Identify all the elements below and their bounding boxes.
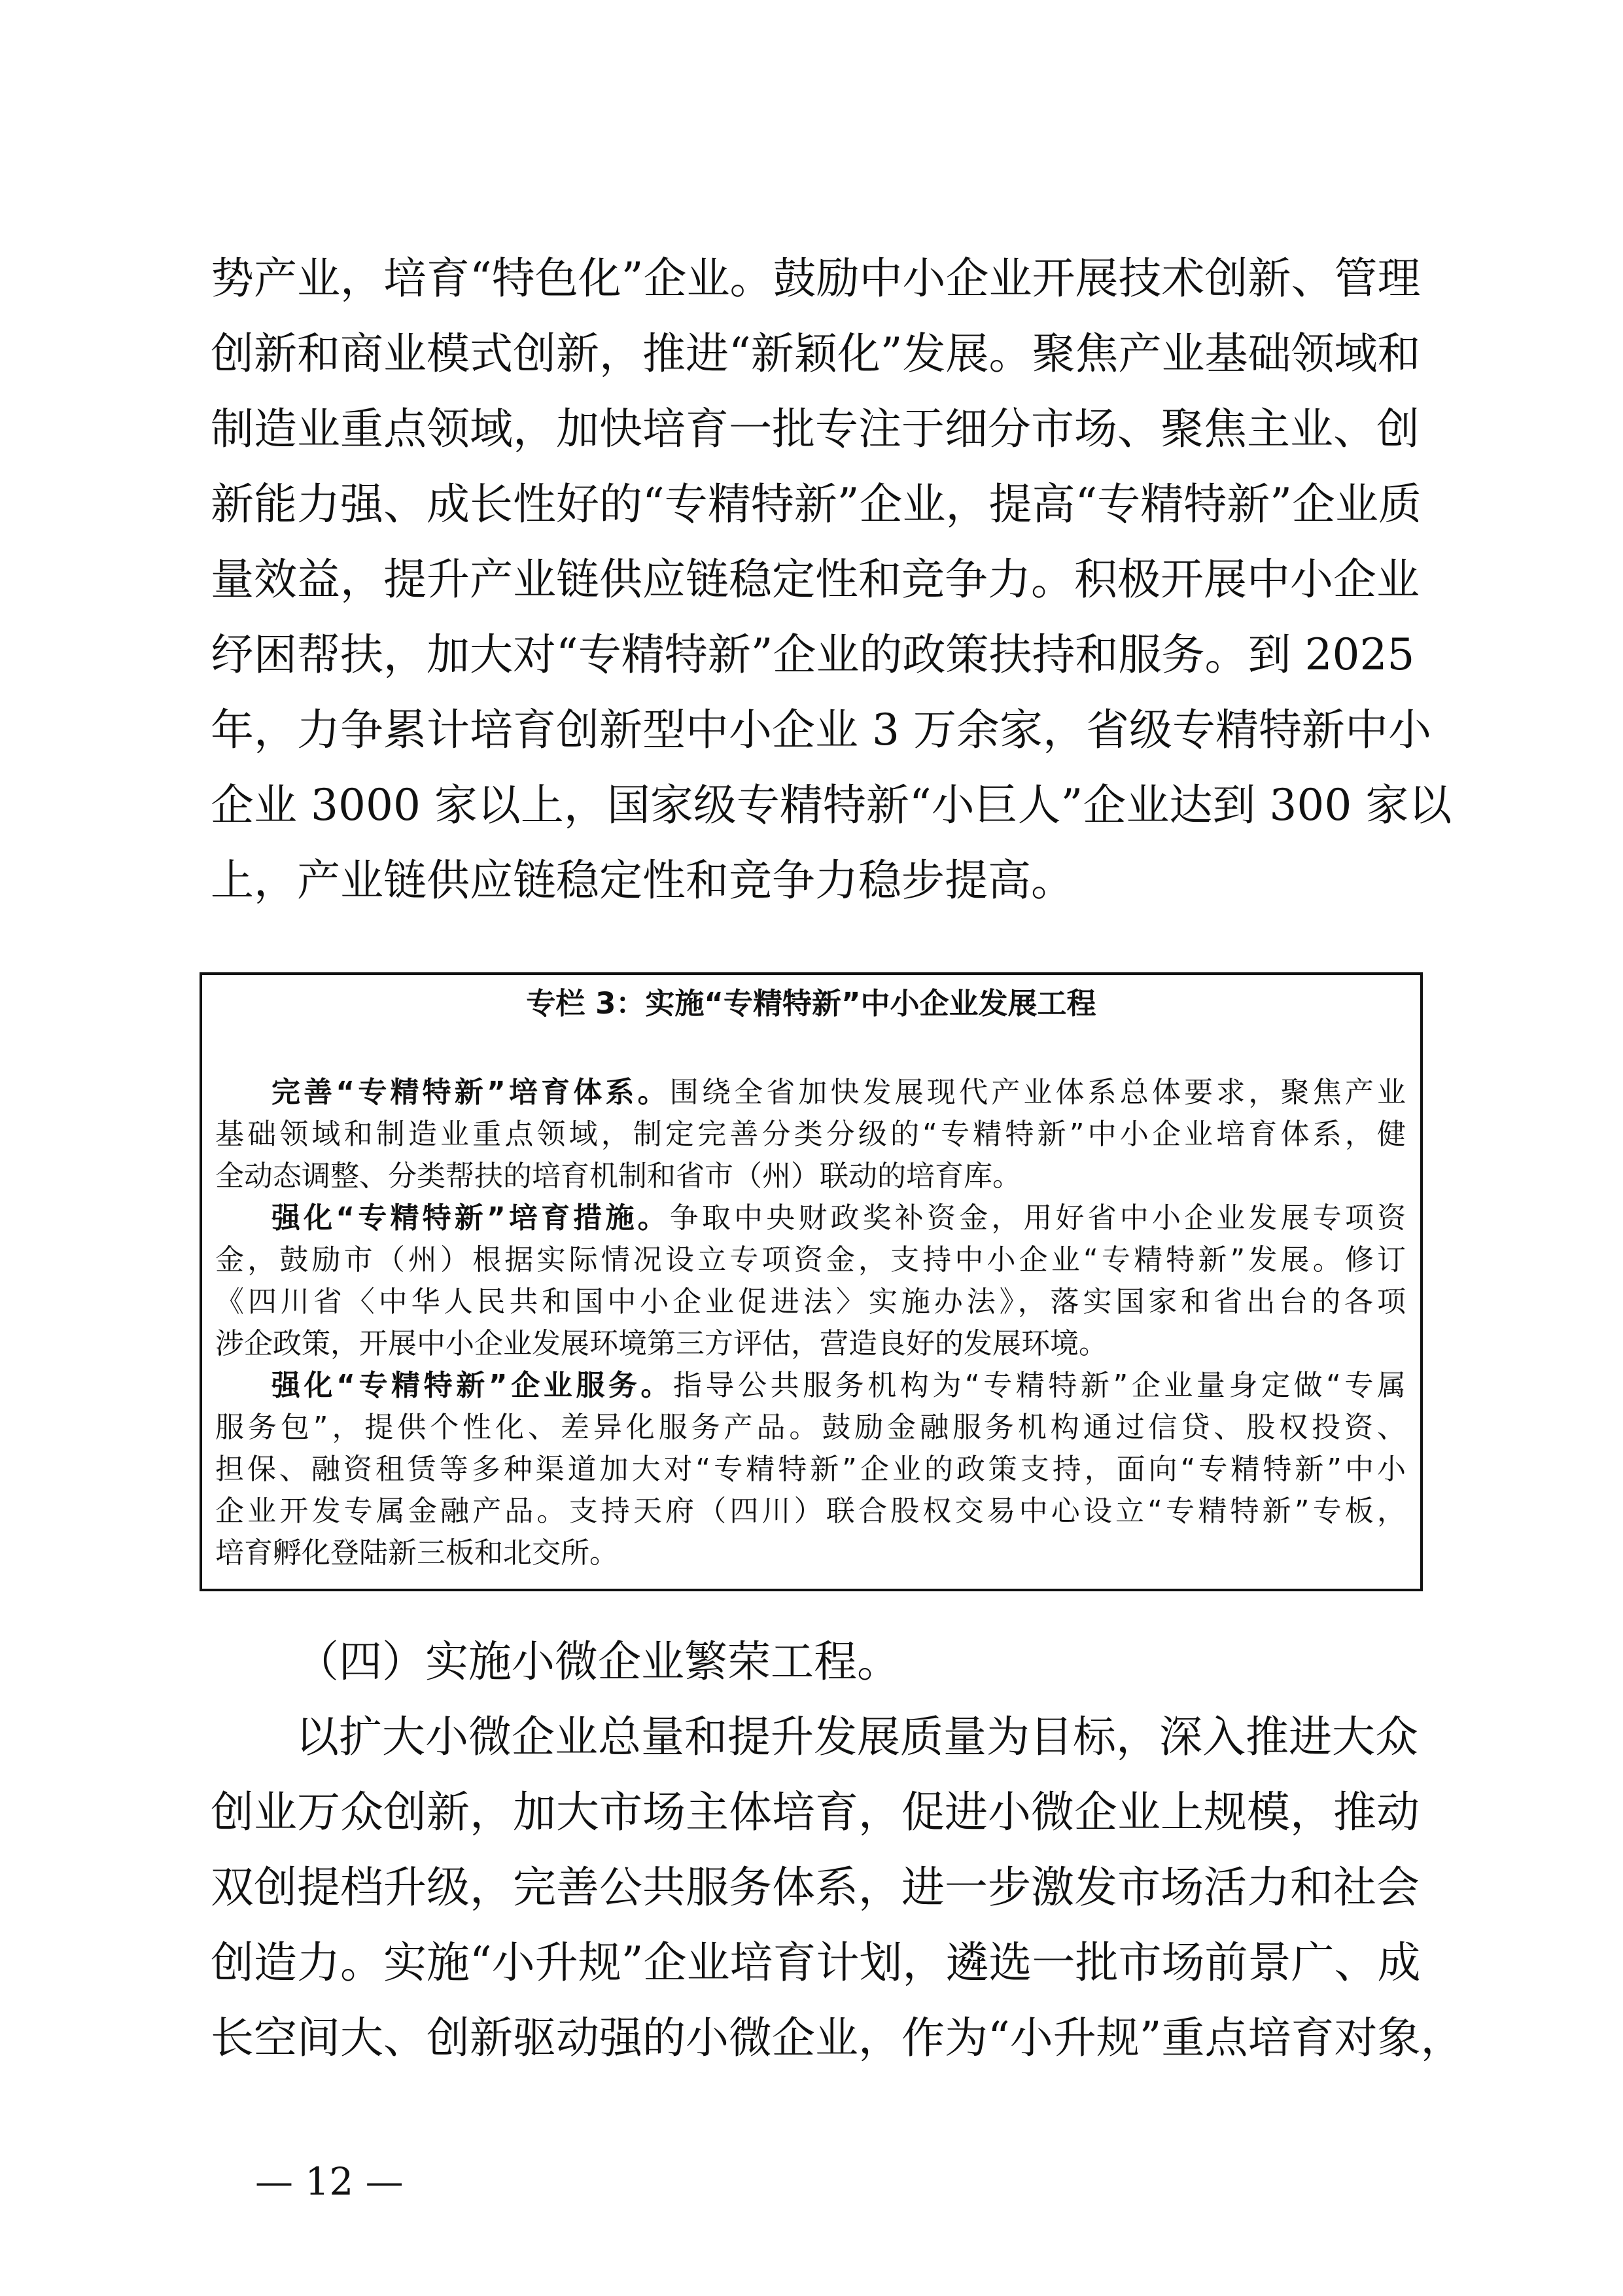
feature-box [200, 972, 1423, 1591]
paragraph-line: 长空间大、创新驱动强的小微企业，作为“小升规”重点培育对象， [211, 2013, 1464, 2063]
box-line: 培育孵化登陆新三板和北交所。 [215, 1536, 618, 1570]
box-title: 专栏 3：实施“专精特新”中小企业发展工程 [526, 986, 1096, 1021]
box-section-lead: 完善“专精特新”培育体系。 [271, 1076, 670, 1109]
paragraph-line: 制造业重点领域，加快培育一批专注于细分市场、聚焦主业、创 [211, 404, 1420, 454]
box-line-text: 争取中央财政奖补资金，用好省中小企业发展专项资 [669, 1201, 1406, 1235]
box-section-lead: 强化“专精特新”培育措施。 [271, 1201, 670, 1235]
paragraph-line: 创业万众创新，加大市场主体培育，促进小微企业上规模，推动 [211, 1787, 1420, 1837]
box-line [271, 1365, 1406, 1407]
box-line: 基础领域和制造业重点领域，制定完善分类分级的“专精特新”中小企业培育体系，健 [215, 1118, 1406, 1151]
box-line-text: 指导公共服务机构为“专精特新”企业量身定做“专属 [672, 1369, 1406, 1402]
box-line [271, 1197, 1406, 1239]
paragraph-line: 势产业，培育“特色化”企业。鼓励中小企业开展技术创新、管理 [211, 253, 1421, 304]
paragraph-line: 年，力争累计培育创新型中小企业 3 万余家，省级专精特新中小 [211, 705, 1431, 755]
box-line: 担保、融资租赁等多种渠道加大对“专精特新”企业的政策支持，面向“专精特新”中小 [215, 1453, 1406, 1486]
paragraph-line: 量效益，提升产业链供应链稳定性和竞争力。积极开展中小企业 [211, 554, 1420, 605]
paragraph-line: 新能力强、成长性好的“专精特新”企业，提高“专精特新”企业质 [211, 479, 1422, 529]
box-line: 企业开发专属金融产品。支持天府（四川）联合股权交易中心设立“专精特新”专板， [215, 1494, 1406, 1528]
paragraph-line: 创新和商业模式创新，推进“新颖化”发展。聚焦产业基础领域和 [211, 328, 1421, 379]
box-section-lead: 强化“专精特新”企业服务。 [271, 1369, 673, 1402]
paragraph-line: 以扩大小微企业总量和提升发展质量为目标，深入推进大众 [296, 1712, 1418, 1762]
page-number: — 12 — [255, 2159, 404, 2204]
box-line: 金，鼓励市（州）根据实际情况设立专项资金，支持中小企业“专精特新”发展。修订 [215, 1243, 1406, 1277]
box-line: 服务包”，提供个性化、差异化服务产品。鼓励金融服务机构通过信贷、股权投资、 [215, 1411, 1406, 1444]
paragraph-line: 创造力。实施“小升规”企业培育计划，遴选一批市场前景广、成 [211, 1937, 1421, 1988]
paragraph-line: 上，产业链供应链稳定性和竞争力稳步提高。 [211, 855, 1074, 906]
paragraph-line: 纾困帮扶，加大对“专精特新”企业的政策扶持和服务。到 2025 [211, 629, 1415, 680]
section-heading: （四）实施小微企业繁荣工程。 [296, 1636, 900, 1687]
box-line: 《四川省〈中华人民共和国中小企业促进法〉实施办法》，落实国家和省出台的各项 [215, 1285, 1406, 1318]
paragraph-line: 企业 3000 家以上，国家级专精特新“小巨人”企业达到 300 家以 [211, 780, 1452, 830]
box-line: 全动态调整、分类帮扶的培育机制和省市（州）联动的培育库。 [215, 1159, 1021, 1193]
box-line-text: 围绕全省加快发展现代产业体系总体要求，聚焦产业 [669, 1076, 1406, 1109]
box-line [271, 1072, 1406, 1114]
paragraph-line: 双创提档升级，完善公共服务体系，进一步激发市场活力和社会 [211, 1862, 1420, 1913]
box-line: 涉企政策，开展中小企业发展环境第三方评估，营造良好的发展环境。 [215, 1327, 1108, 1360]
